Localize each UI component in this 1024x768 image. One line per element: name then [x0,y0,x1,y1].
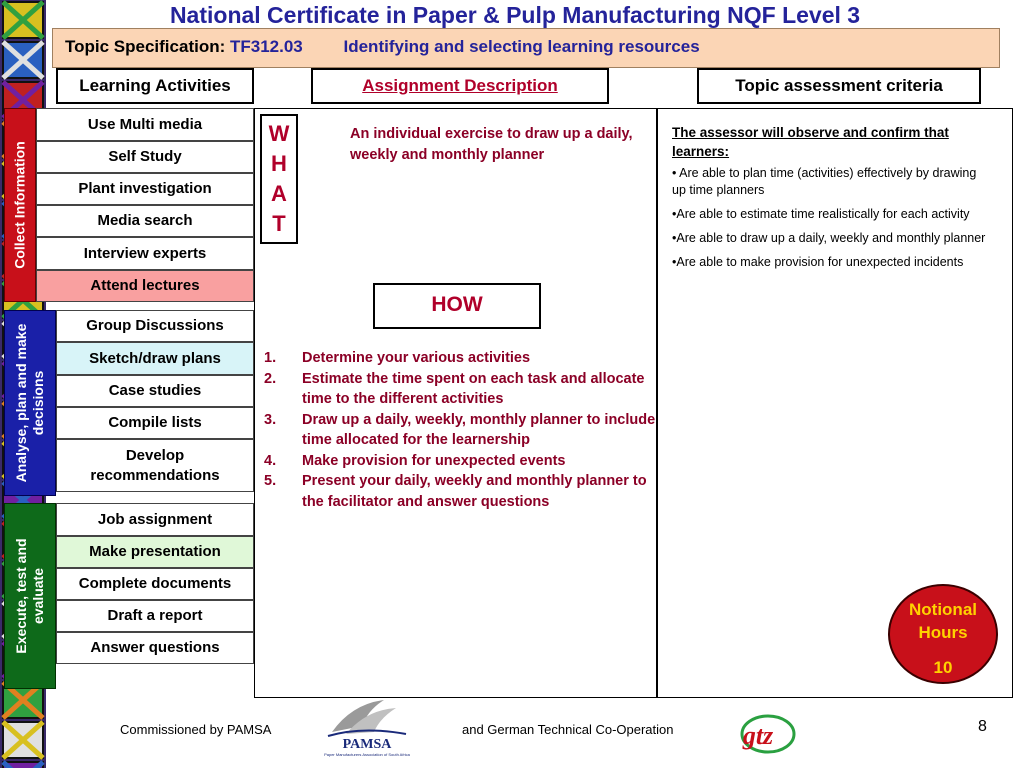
activity-compile-lists[interactable]: Compile lists [56,407,254,439]
footer-commissioned-text: Commissioned by PAMSA [120,722,272,737]
topic-name: Identifying and selecting learning resources [343,37,700,56]
hours-label: Hours [918,623,968,642]
step-number: 3. [264,411,277,428]
how-step [262,410,658,451]
group-label-execute-test: Execute, test and evaluate [4,503,56,689]
activity-job-assignment[interactable]: Job assignment [56,503,254,536]
topic-label: Topic Specification: [65,37,226,56]
activity-case-studies[interactable]: Case studies [56,375,254,407]
header-learning-activities: Learning Activities [56,68,254,104]
how-step [262,369,658,410]
notional-label: Notional [909,600,977,619]
activity-interview-experts[interactable]: Interview experts [36,237,254,270]
notional-hours-badge [888,584,998,684]
hours-value: 10 [933,658,953,677]
how-label-box: HOW [373,283,541,329]
activity-draft-a-report[interactable]: Draft a report [56,600,254,632]
step-number: 4. [264,452,277,469]
topic-specification-bar [52,28,1000,68]
step-number: 1. [264,350,277,366]
what-letter: W [268,121,290,146]
activity-make-presentation[interactable]: Make presentation [56,536,254,568]
activity-self-study[interactable]: Self Study [36,141,254,173]
how-step [262,348,658,369]
svg-text:Paper Manufacturers Associatio: Paper Manufacturers Association of South Africa [324,752,410,757]
assessment-criteria-block [672,123,992,278]
step-number: 5. [264,473,277,489]
step-text: Draw up a daily, weekly, monthly planner to include time allocated for the learnership [302,411,656,448]
group-label-collect-information: Collect Information [4,108,36,302]
activity-develop-recommendations[interactable]: Develop recommendations [56,439,254,492]
header-assignment-description[interactable]: Assignment Description [311,68,609,104]
pamsa-logo [322,696,412,762]
activity-plant-investigation[interactable]: Plant investigation [36,173,254,205]
what-label-box [260,114,298,244]
criteria-heading: The assessor will observe and confirm that learners: [672,125,949,159]
how-step [262,451,658,472]
criteria-item: • Are able to plan time (activities) effectively by drawing up time planners [672,166,977,197]
page-title: National Certificate in Paper & Pulp Manufacturing NQF Level 3 [169,2,861,28]
topic-code: TF312.03 [230,37,303,56]
footer-cooperation-text: and German Technical Co-Operation [462,722,674,737]
activity-use-multi-media[interactable]: Use Multi media [36,108,254,141]
group-label-analyse-plan: Analyse, plan and make decisions [4,310,56,496]
step-text: Estimate the time spent on each task and allocate time to the different activities [302,370,645,407]
how-steps-list [262,348,658,512]
svg-text:gtz: gtz [742,721,774,750]
step-number: 2. [264,370,277,387]
what-letter: A [271,181,287,206]
gtz-logo [728,712,798,756]
how-step [262,471,658,512]
criteria-item: •Are able to draw up a daily, weekly and monthly planner [672,231,986,245]
svg-text:PAMSA: PAMSA [342,737,392,752]
page-number: 8 [978,718,987,735]
what-letter: H [271,151,287,176]
header-topic-assessment-criteria: Topic assessment criteria [697,68,981,104]
step-text: Present your daily, weekly and monthly planner to the facilitator and answer questions [302,473,647,510]
activity-attend-lectures[interactable]: Attend lectures [36,270,254,302]
what-letter: T [272,211,286,236]
activity-group-discussions[interactable]: Group Discussions [56,310,254,342]
activity-complete-documents[interactable]: Complete documents [56,568,254,600]
criteria-item: •Are able to make provision for unexpected incidents [672,255,964,269]
activity-answer-questions[interactable]: Answer questions [56,632,254,664]
step-text: Determine your various activities [302,350,531,366]
step-text: Make provision for unexpected events [302,452,566,469]
criteria-item: •Are able to estimate time realistically for each activity [672,207,970,221]
activity-media-search[interactable]: Media search [36,205,254,237]
activity-sketch-draw-plans[interactable]: Sketch/draw plans [56,342,254,375]
assignment-description-text: An individual exercise to draw up a daily, weekly and monthly planner [350,126,633,163]
